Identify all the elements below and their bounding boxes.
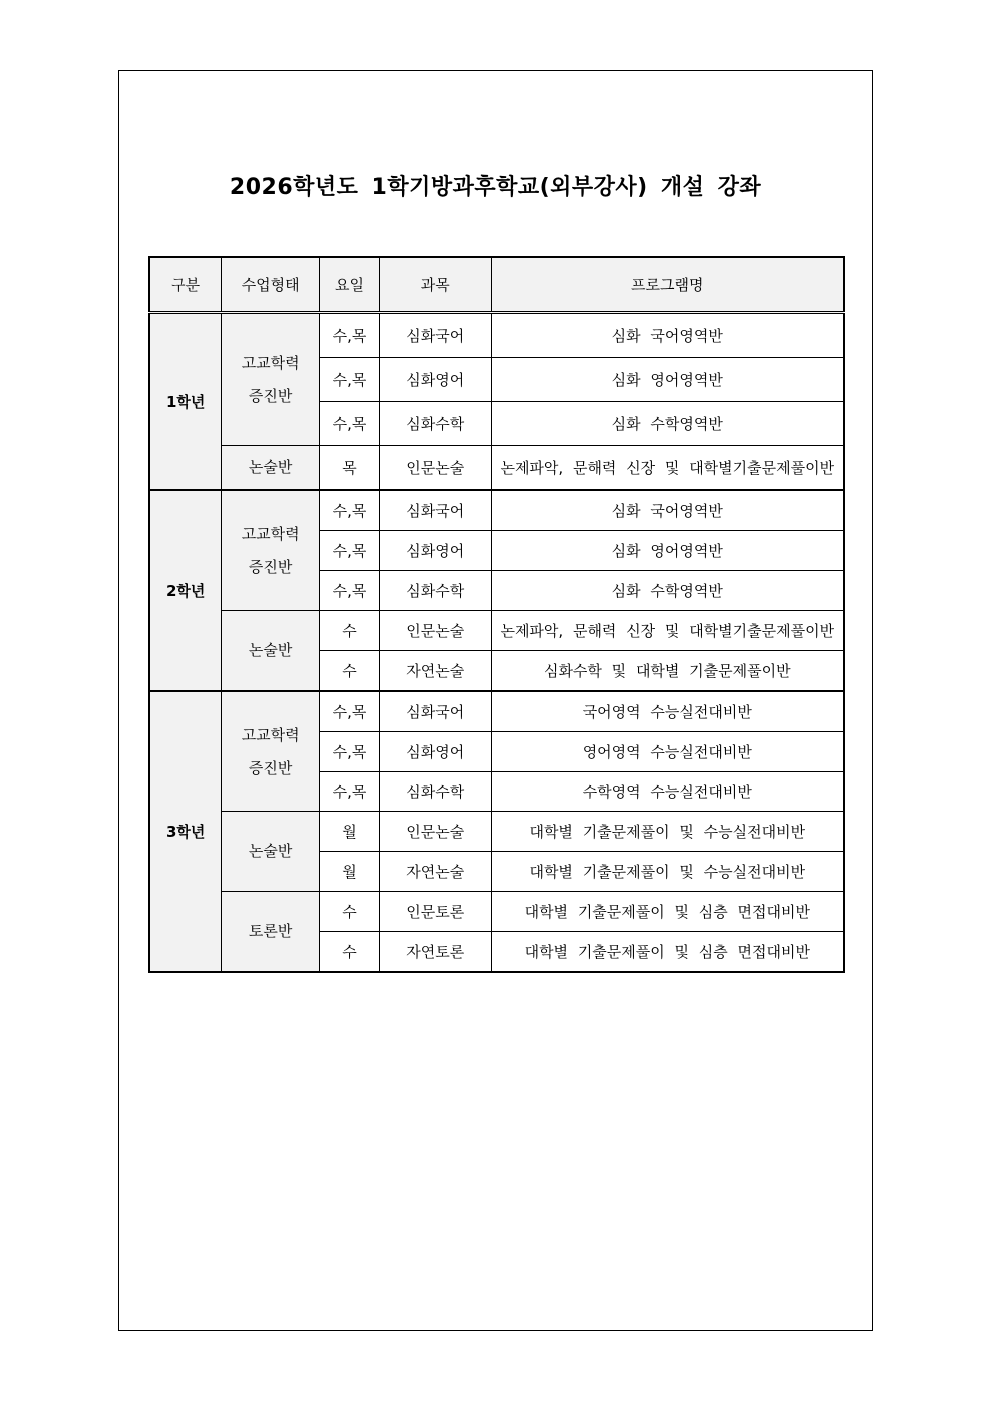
subject-cell: 심화국어 [379, 490, 491, 531]
class-type-cell: 논술반 [222, 812, 320, 892]
class-type-cell: 논술반 [222, 611, 320, 692]
day-cell: 수,목 [320, 732, 380, 772]
table-row [149, 611, 844, 651]
subject-cell: 심화수학 [379, 772, 491, 812]
document-title: 2026학년도 1학기방과후학교(외부강사) 개설 강좌 [229, 175, 762, 200]
program-cell: 논제파악, 문해력 신장 및 대학별기출문제풀이반 [491, 446, 844, 491]
class-type-cell: 고교학력 증진반 [222, 490, 320, 611]
program-cell: 심화 영어영역반 [491, 358, 844, 402]
day-cell: 수 [320, 892, 380, 932]
day-cell: 수,목 [320, 490, 380, 531]
table-row [149, 691, 844, 732]
subject-cell: 심화영어 [379, 531, 491, 571]
program-cell: 심화 국어영역반 [491, 490, 844, 531]
day-cell: 수 [320, 651, 380, 692]
program-cell: 대학별 기출문제풀이 및 수능실전대비반 [491, 812, 844, 852]
day-cell: 월 [320, 812, 380, 852]
header-row [149, 257, 844, 313]
program-cell: 심화 영어영역반 [491, 531, 844, 571]
subject-cell: 자연논술 [379, 651, 491, 692]
program-cell: 심화 국어영역반 [491, 313, 844, 358]
subject-cell: 심화국어 [379, 691, 491, 732]
subject-cell: 인문논술 [379, 611, 491, 651]
program-cell: 심화 수학영역반 [491, 571, 844, 611]
day-cell: 수,목 [320, 358, 380, 402]
day-cell: 수,목 [320, 531, 380, 571]
day-cell: 수,목 [320, 571, 380, 611]
program-cell: 심화수학 및 대학별 기출문제풀이반 [491, 651, 844, 692]
grade-cell: 1학년 [149, 313, 222, 491]
day-cell: 수,목 [320, 402, 380, 446]
subject-cell: 인문논술 [379, 446, 491, 491]
table-row [149, 892, 844, 932]
header-day: 요일 [320, 257, 380, 313]
header-subject: 과목 [379, 257, 491, 313]
subject-cell: 자연토론 [379, 932, 491, 973]
table-row [149, 490, 844, 531]
program-cell: 심화 수학영역반 [491, 402, 844, 446]
header-program: 프로그램명 [491, 257, 844, 313]
subject-cell: 인문토론 [379, 892, 491, 932]
table-row [149, 812, 844, 852]
table-row [149, 446, 844, 491]
class-type-cell: 고교학력 증진반 [222, 313, 320, 446]
subject-cell: 심화영어 [379, 732, 491, 772]
day-cell: 수 [320, 611, 380, 651]
header-class-type: 수업형태 [222, 257, 320, 313]
grade-cell: 3학년 [149, 691, 222, 972]
day-cell: 수,목 [320, 691, 380, 732]
day-cell: 수,목 [320, 313, 380, 358]
program-cell: 대학별 기출문제풀이 및 수능실전대비반 [491, 852, 844, 892]
table-row [149, 313, 844, 358]
subject-cell: 심화수학 [379, 402, 491, 446]
program-cell: 대학별 기출문제풀이 및 심층 면접대비반 [491, 932, 844, 973]
course-table [148, 256, 845, 973]
day-cell: 수,목 [320, 772, 380, 812]
subject-cell: 자연논술 [379, 852, 491, 892]
subject-cell: 심화국어 [379, 313, 491, 358]
program-cell: 대학별 기출문제풀이 및 심층 면접대비반 [491, 892, 844, 932]
program-cell: 수학영역 수능실전대비반 [491, 772, 844, 812]
subject-cell: 심화수학 [379, 571, 491, 611]
header-category: 구분 [149, 257, 222, 313]
day-cell: 목 [320, 446, 380, 491]
class-type-cell: 논술반 [222, 446, 320, 491]
day-cell: 수 [320, 932, 380, 973]
program-cell: 영어영역 수능실전대비반 [491, 732, 844, 772]
program-cell: 논제파악, 문해력 신장 및 대학별기출문제풀이반 [491, 611, 844, 651]
class-type-cell: 토론반 [222, 892, 320, 973]
grade-cell: 2학년 [149, 490, 222, 691]
program-cell: 국어영역 수능실전대비반 [491, 691, 844, 732]
subject-cell: 인문논술 [379, 812, 491, 852]
class-type-cell: 고교학력 증진반 [222, 691, 320, 812]
subject-cell: 심화영어 [379, 358, 491, 402]
day-cell: 월 [320, 852, 380, 892]
